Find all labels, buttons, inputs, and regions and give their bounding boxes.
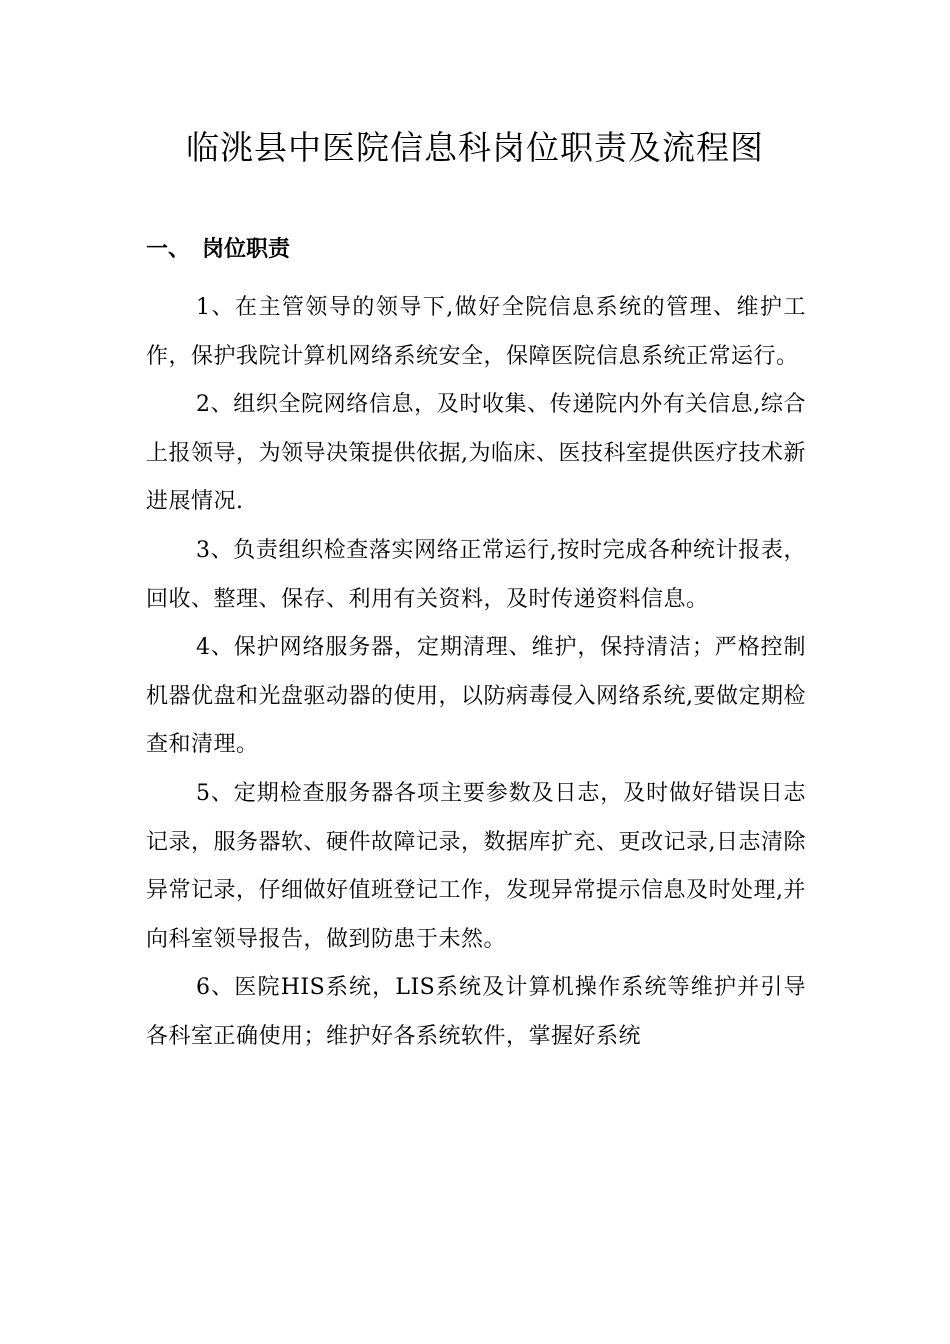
section-number: 一、 bbox=[146, 236, 191, 262]
body-text bbox=[146, 284, 806, 1062]
paragraph-4: 4、保护网络服务器，定期清理、维护，保持清洁；严格控制机器优盘和光盘驱动器的使用，以防病毒侵入网络系统,要做定期检查和清理。 bbox=[146, 635, 806, 758]
paragraph-5: 5、定期检查服务器各项主要参数及日志，及时做好错误日志记录，服务器软、硬件故障记录，数据库扩充、更改记录,日志清除异常记录，仔细做好值班登记工作，发现异常提示信息及时处理,并向科室领导报告，做到防患于未然。 bbox=[146, 780, 806, 952]
paragraph-3: 3、负责组织检查落实网络正常运行,按时完成各种统计报表，回收、整理、保存、利用有关资料，及时传递资料信息。 bbox=[146, 537, 806, 612]
document-title: 临洮县中医院信息科岗位职责及流程图 bbox=[186, 128, 764, 167]
section-heading bbox=[146, 232, 290, 266]
section-title: 岗位职责 bbox=[202, 236, 291, 262]
paragraph-1: 1、在主管领导的领导下,做好全院信息系统的管理、维护工作，保护我院计算机网络系统安全，保障医院信息系统正常运行。 bbox=[146, 295, 806, 369]
paragraph-6: 6、医院HIS系统，LIS系统及计算机操作系统等维护并引导各科室正确使用；维护好各系统软件，掌握好系统 bbox=[146, 975, 806, 1049]
paragraph-2: 2、组织全院网络信息，及时收集、传递院内外有关信息,综合上报领导，为领导决策提供依据,为临床、医技科室提供医疗技术新进展情况. bbox=[146, 392, 806, 515]
